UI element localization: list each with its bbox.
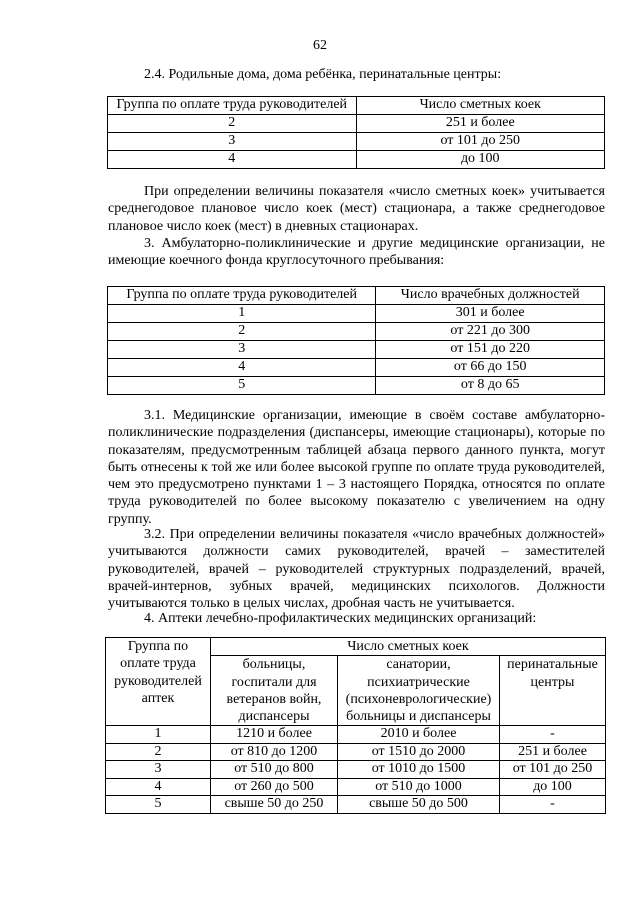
table-cell: 2010 и более bbox=[338, 726, 500, 744]
table-header-group: Группа по оплате труда руководителей аптек bbox=[106, 638, 211, 726]
paragraph-beds-calculation: При определении величины показателя «число сметных коек» учитывается среднегодовое плановое число коек (мест) стационара, а также среднегодовое плановое число коек (мест) в дневных стационарах. bbox=[108, 184, 605, 234]
table-cell: 3 bbox=[106, 761, 211, 779]
table-row bbox=[106, 778, 606, 796]
table-row bbox=[108, 133, 605, 151]
table-row bbox=[108, 305, 605, 323]
table-row bbox=[106, 743, 606, 761]
table-cell: 1 bbox=[106, 726, 211, 744]
table-header-beds: Число сметных коек bbox=[211, 638, 606, 656]
table-subheader: больницы, госпитали для ветеранов войн, диспансеры bbox=[211, 656, 338, 726]
table-cell: до 100 bbox=[500, 778, 606, 796]
table-cell: 301 и более bbox=[376, 305, 605, 323]
table-cell: от 1010 до 1500 bbox=[338, 761, 500, 779]
table-header: Группа по оплате труда руководителей bbox=[108, 97, 357, 115]
table-cell: 4 bbox=[108, 151, 357, 169]
table-outpatient-groups bbox=[107, 286, 605, 395]
table-cell: 1 bbox=[108, 305, 376, 323]
table-cell: от 1510 до 2000 bbox=[338, 743, 500, 761]
section-heading-4: 4. Аптеки лечебно-профилактических медицинских организаций: bbox=[144, 611, 537, 626]
table-cell: 2 bbox=[108, 323, 376, 341]
table-subheader: санатории, психиатрические (психоневрологические) больницы и диспансеры bbox=[338, 656, 500, 726]
table-subheader: перинатальные центры bbox=[500, 656, 606, 726]
table-pharmacy-groups bbox=[105, 637, 606, 814]
table-header: Число врачебных должностей bbox=[376, 287, 605, 305]
table-row bbox=[106, 796, 606, 814]
table-cell: свыше 50 до 250 bbox=[211, 796, 338, 814]
section-heading-2-4: 2.4. Родильные дома, дома ребёнка, перинатальные центры: bbox=[144, 67, 502, 82]
paragraph-3-2: 3.2. При определении величины показателя «число врачебных должностей» учитываются должности самих руководителей, врачей – заместителей руководителей, врачей – руководителей структурных подразделений, врачей, врачей-интернов, зубных врачей, медицинских психологов. Должности учитываются только в целых числах, дробная часть не учитывается. bbox=[108, 527, 605, 612]
table-row bbox=[108, 359, 605, 377]
table-row bbox=[108, 115, 605, 133]
paragraph-section-3: 3. Амбулаторно-поликлинические и другие медицинские организации, не имеющие коечного фонда круглосуточного пребывания: bbox=[108, 236, 605, 269]
table-row bbox=[106, 726, 606, 744]
table-cell: от 810 до 1200 bbox=[211, 743, 338, 761]
table-maternity-groups bbox=[107, 96, 605, 169]
table-cell: 2 bbox=[108, 115, 357, 133]
table-cell: 1210 и более bbox=[211, 726, 338, 744]
page-number: 62 bbox=[313, 38, 327, 53]
table-cell: 3 bbox=[108, 341, 376, 359]
table-cell: 251 и более bbox=[500, 743, 606, 761]
table-cell: от 260 до 500 bbox=[211, 778, 338, 796]
table-cell: от 66 до 150 bbox=[376, 359, 605, 377]
table-cell: до 100 bbox=[356, 151, 605, 169]
table-cell: 4 bbox=[108, 359, 376, 377]
table-cell: от 101 до 250 bbox=[500, 761, 606, 779]
table-cell: 251 и более bbox=[356, 115, 605, 133]
table-cell: 5 bbox=[108, 377, 376, 395]
table-cell: от 221 до 300 bbox=[376, 323, 605, 341]
table-cell: от 101 до 250 bbox=[356, 133, 605, 151]
table-cell: от 8 до 65 bbox=[376, 377, 605, 395]
table-row bbox=[108, 341, 605, 359]
table-cell: свыше 50 до 500 bbox=[338, 796, 500, 814]
table-cell: - bbox=[500, 796, 606, 814]
table-header: Группа по оплате труда руководителей bbox=[108, 287, 376, 305]
table-cell: от 510 до 800 bbox=[211, 761, 338, 779]
table-row bbox=[108, 151, 605, 169]
table-cell: от 510 до 1000 bbox=[338, 778, 500, 796]
table-row bbox=[108, 377, 605, 395]
table-cell: от 151 до 220 bbox=[376, 341, 605, 359]
table-cell: - bbox=[500, 726, 606, 744]
table-cell: 5 bbox=[106, 796, 211, 814]
table-cell: 2 bbox=[106, 743, 211, 761]
table-cell: 3 bbox=[108, 133, 357, 151]
table-cell: 4 bbox=[106, 778, 211, 796]
table-row bbox=[106, 761, 606, 779]
paragraph-3-1: 3.1. Медицинские организации, имеющие в своём составе амбулаторно-поликлинические подразделения (диспансеры, имеющие стационары), которые по показателям, предусмотренным таблицей абзаца первого данного пункта, могут быть отнесены к той же или более высокой группе по оплате труда руководителей, чем это предусмотрено пунктами 1 – 3 настоящего Порядка, относятся по оплате труда руководителей по более высокому показателю с увеличением на одну группу. bbox=[108, 408, 605, 527]
table-header: Число сметных коек bbox=[356, 97, 605, 115]
table-row bbox=[108, 323, 605, 341]
